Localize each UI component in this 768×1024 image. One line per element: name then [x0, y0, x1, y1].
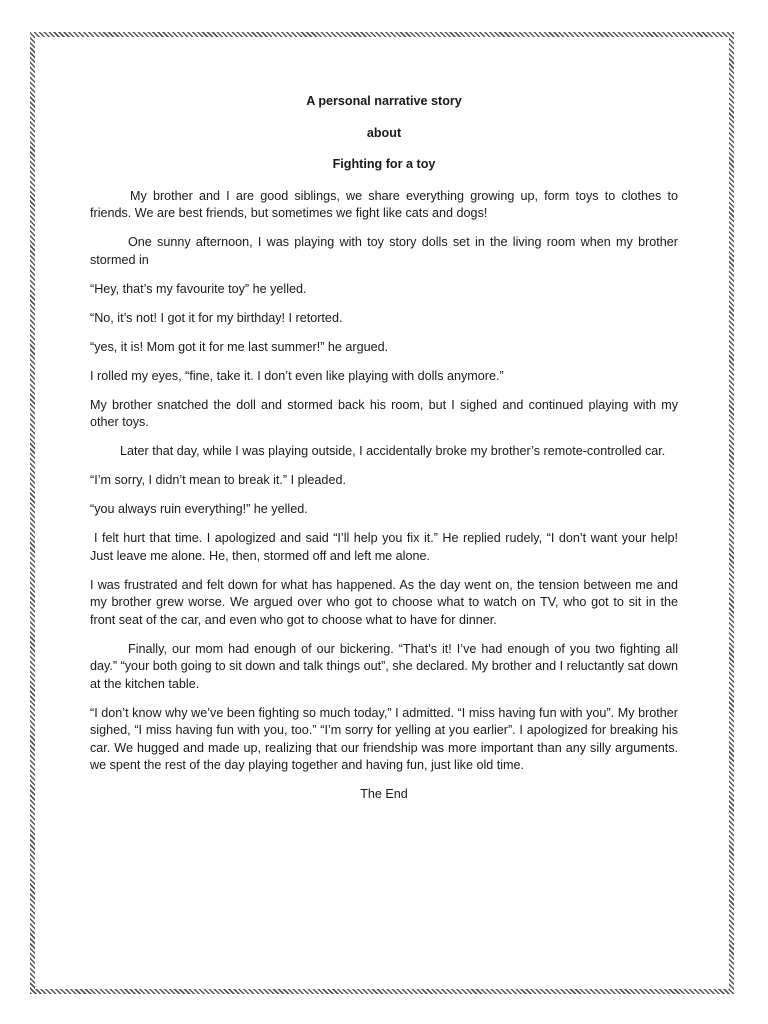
paragraph-rolled-eyes: I rolled my eyes, “fine, take it. I don’t even like playing with dolls anymore.”: [90, 368, 504, 383]
paragraph-later-that-day: Later that day, while I was playing outside, I accidentally broke my brother’s remote-controlled car.: [120, 444, 666, 458]
paragraph-dialogue-3: “yes, it is! Mom got it for me last summer!” he argued.: [90, 339, 389, 354]
paragraph-felt-hurt: I felt hurt that time. I apologized and said “I’ll help you fix it.” He replied rudely, “I don’t want your help! Just leave me alone. He, then, stormed off and left me alone.: [90, 531, 678, 563]
paragraph-finally: Finally, our mom had enough of our bickering. “That’s it! I’ve had enough of you two fighting all day.” “your both going to sit down and talk things out”, she declared. My brother and I reluctantly sat down at the kitchen table.: [90, 641, 678, 691]
document-body: [90, 93, 678, 804]
paragraph-snatched-doll: My brother snatched the doll and stormed back his room, but I sighed and continued playing with my other toys.: [90, 397, 678, 429]
paragraph-sunny-afternoon: One sunny afternoon, I was playing with toy story dolls set in the living room when my brother stormed in: [90, 235, 678, 267]
paragraph-frustrated: I was frustrated and felt down for what has happened. As the day went on, the tension between me and my brother grew worse. We argued over who got to choose what to watch on TV, who got to sit in the front seat of the car, and even who got to choose what to have for dinner.: [90, 577, 678, 627]
paragraph-dialogue-sorry: “I’m sorry, I didn’t mean to break it.” I pleaded.: [90, 473, 346, 487]
paragraph-dialogue-ruin: “you always ruin everything!” he yelled.: [90, 502, 308, 516]
paragraph-dialogue-2: “No, it’s not! I got it for my birthday! I retorted.: [90, 310, 343, 325]
title-line-1: A personal narrative story: [306, 94, 462, 108]
story-ending: The End: [360, 787, 408, 801]
paragraph-intro: My brother and I are good siblings, we share everything growing up, form toys to clothes to friends. We are best friends, but sometimes we fight like cats and dogs!: [90, 188, 678, 220]
paragraph-resolution: “I don’t know why we’ve been fighting so much today,” I admitted. “I miss having fun with you”. My brother sighed, “I miss having fun with you, too.” “I’m sorry for yelling at you earlier”. I apologized for breaking his car. We hugged and made up, realizing that our friendship was more important than any silly arguments. we spent the rest of the day playing together and having fun, just like old time.: [90, 705, 678, 772]
title-line-2: about: [366, 125, 402, 140]
title-line-3: Fighting for a toy: [332, 157, 436, 171]
paragraph-dialogue-1: “Hey, that’s my favourite toy” he yelled.: [90, 281, 307, 296]
